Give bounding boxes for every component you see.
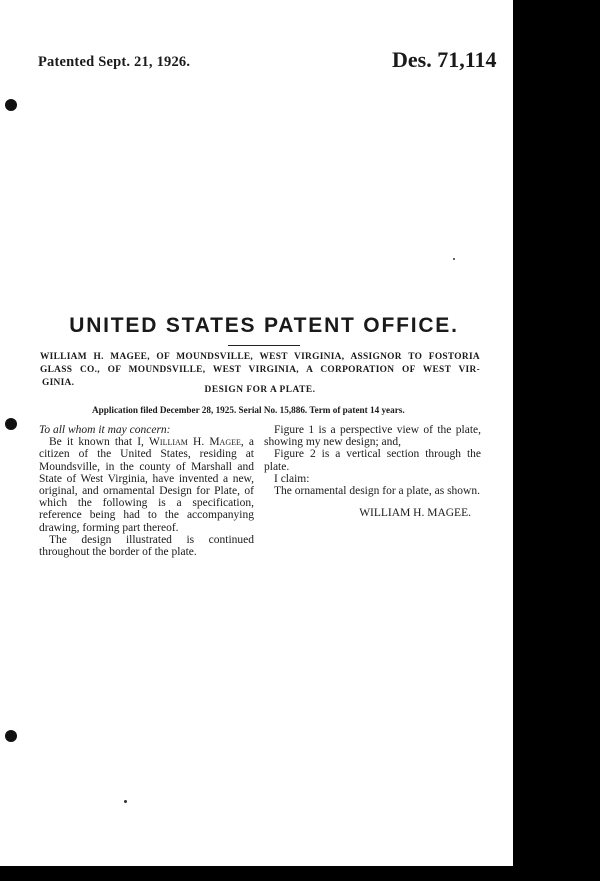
inventor-signature: WILLIAM H. MAGEE. (359, 507, 471, 520)
left-column (39, 424, 254, 558)
patented-date: Patented Sept. 21, 1926. (38, 54, 191, 70)
design-title: DESIGN FOR A PLATE. (204, 385, 316, 395)
salutation: To all whom it may concern: (39, 424, 171, 436)
design-paragraph: The design illustrated is continued throughout the border of the plate. (39, 533, 254, 559)
assignor-line-3: GINIA. (42, 378, 75, 388)
punch-hole-middle (5, 418, 17, 430)
specification-paragraph (39, 436, 254, 534)
assignor-line-2: GLASS CO., OF MOUNDSVILLE, WEST VIRGINIA, A CORPORATION OF WEST VIR- (40, 365, 480, 375)
assignor-line-1: WILLIAM H. MAGEE, OF MOUNDSVILLE, WEST VIRGINIA, ASSIGNOR TO FOSTORIA (40, 352, 480, 362)
para1-end: , a citizen of the United States, residing at Moundsville, in the county of Marshall and State of West Virginia, have invented a new, original, and ornamental Design for Plate, of which the following is a specification, reference being had to the accompanying drawing, forming part thereof. (39, 436, 254, 534)
patent-number: Des. 71,114 (392, 47, 497, 72)
claim-label: I claim: (274, 472, 310, 485)
scan-speck (124, 800, 127, 803)
inventor-name: William H. Magee (149, 436, 241, 449)
punch-hole-bottom (5, 730, 17, 742)
claim-text: The ornamental design for a plate, as shown. (274, 485, 480, 498)
figure-1-description: Figure 1 is a perspective view of the plate, showing my new design; and, (264, 424, 481, 449)
office-heading: UNITED STATES PATENT OFFICE. (69, 314, 459, 337)
para1-start: Be it known that I, (49, 436, 150, 449)
right-column (264, 424, 481, 519)
scan-edge-bottom (0, 866, 600, 881)
punch-hole-top (5, 99, 17, 111)
figure-2-description: Figure 2 is a vertical section through the plate. (264, 448, 481, 473)
application-line: Application filed December 28, 1925. Serial No. 15,886. Term of patent 14 years. (92, 405, 405, 415)
heading-rule (228, 345, 300, 346)
scan-speck (453, 258, 455, 260)
scan-edge-right (513, 0, 600, 881)
